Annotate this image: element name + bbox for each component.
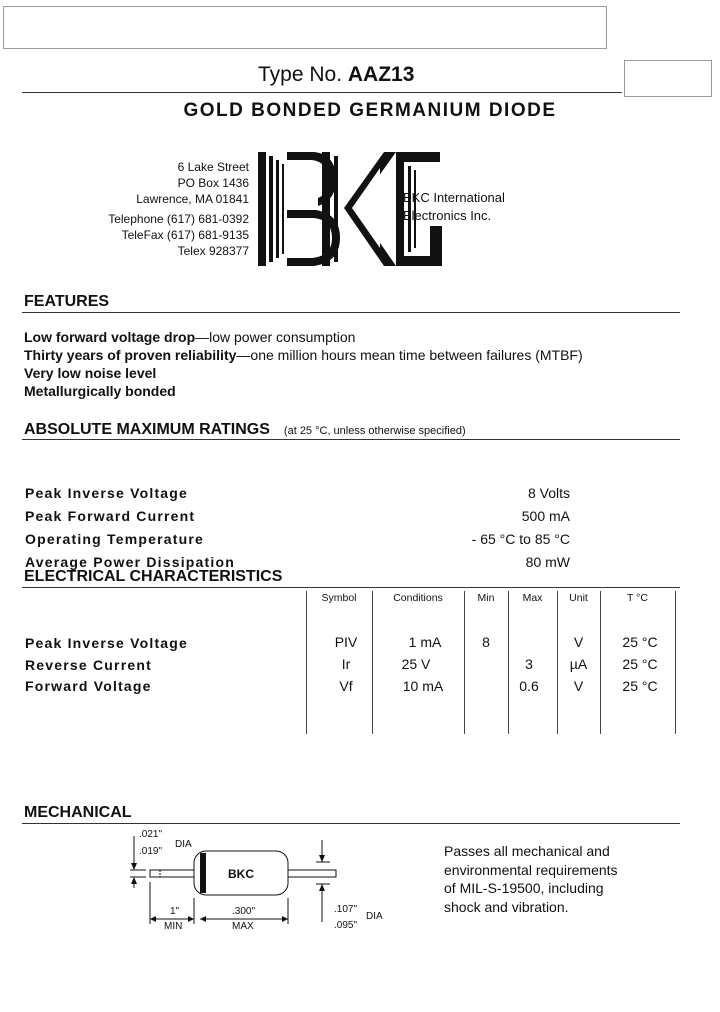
rating-value: 8 Volts [527,485,570,501]
column-header-min: Min [477,592,495,604]
column-header-unit: Unit [569,592,588,604]
rating-value: 500 mA [521,508,570,524]
ratings-note: (at 25 °C, unless otherwise specified) [283,425,466,437]
ec-max: 3 [525,656,533,672]
company-contact [108,211,249,259]
ec-unit: V [573,678,584,694]
diode-body-label: BKC [228,867,254,881]
lead-length: 1" [170,906,180,917]
ec-min: 8 [482,634,490,650]
telefax: TeleFax (617) 681-9135 [121,228,249,242]
feature-bold: Thirty years of proven reliability [24,347,237,363]
ec-temp: 25 °C [622,634,658,650]
type-prefix: Type No. [258,63,343,86]
ec-temp: 25 °C [622,678,658,694]
table-divider [464,591,465,734]
company-name-line1: BKC International [403,190,505,205]
lead-length-note: MIN [164,921,183,932]
ratings-heading [24,421,466,439]
column-header-max: Max [522,592,543,604]
header-blank-box [3,6,607,49]
feature-rest: —low power consumption [195,329,356,345]
features-heading: FEATURES [24,293,110,310]
body-length-note: MAX [232,921,254,932]
ec-conditions: 1 mA [408,634,442,650]
rating-label: Average Power Dissipation [25,554,235,570]
lead-dia-label: DIA [175,839,192,850]
type-number-line [258,63,414,87]
feature-rest: —one million hours mean time between failures (MTBF) [236,347,583,363]
mechanical-rule [22,823,680,824]
feature-bold: Low forward voltage drop [24,329,196,345]
ec-conditions: 10 mA [402,678,444,694]
telephone: Telephone (617) 681-0392 [108,212,249,226]
body-dia-label: DIA [366,911,383,922]
company-name-line2: Electronics Inc. [403,208,492,223]
column-header-conditions: Conditions [393,592,443,604]
ec-row-label: Forward Voltage [25,678,152,694]
lead-dia-min: .019" [139,846,163,857]
address-line: Lawrence, MA 01841 [136,192,249,206]
corner-blank-box [624,60,712,97]
feature-bold: Very low noise level [24,365,157,381]
electrical-rule [22,587,680,588]
column-header-symbol: Symbol [321,592,357,604]
column-header-temp: T °C [627,592,648,604]
header-rule [22,92,622,93]
ec-max: 0.6 [519,678,539,694]
mechanical-heading: MECHANICAL [24,804,132,821]
company-address [136,159,249,207]
rating-value: 80 mW [525,554,570,570]
body-dia-max: .107" [334,904,358,915]
ratings-rule [22,439,680,440]
telex: Telex 928377 [177,244,249,258]
mechanical-description [444,842,618,916]
page-title: GOLD BONDED GERMANIUM DIODE [183,100,557,121]
ratings-title: ABSOLUTE MAXIMUM RATINGS [24,421,270,438]
ec-conditions: 25 V [401,656,431,672]
electrical-heading: ELECTRICAL CHARACTERISTICS [24,568,283,585]
rating-value: - 65 °C to 85 °C [471,531,570,547]
ec-unit: µA [569,656,588,672]
mechanical-line: shock and vibration. [444,898,569,915]
ec-temp: 25 °C [622,656,658,672]
mechanical-line: environmental requirements [444,861,618,878]
features-rule [22,312,680,313]
ec-row-label: Reverse Current [25,657,152,673]
ec-symbol: Vf [339,678,353,694]
ec-symbol: Ir [341,656,351,672]
feature-item [24,364,156,382]
body-dia-min: .095" [334,920,358,931]
rating-label: Operating Temperature [25,531,204,547]
feature-item [24,328,355,346]
ec-unit: V [573,634,584,650]
address-line: 6 Lake Street [177,160,249,174]
rating-label: Peak Forward Current [25,508,196,524]
ec-row-label: Peak Inverse Voltage [25,635,189,651]
feature-bold: Metallurgically bonded [24,383,176,399]
lead-dia-max: .021" [139,829,163,840]
body-length: .300" [232,906,256,917]
feature-item [24,346,583,364]
mechanical-line: Passes all mechanical and [444,843,610,859]
feature-item [24,382,176,400]
mechanical-line: of MIL-S-19500, including [444,880,604,896]
address-line: PO Box 1436 [177,176,249,190]
ec-symbol: PIV [334,634,358,650]
rating-label: Peak Inverse Voltage [25,485,189,501]
type-number: AAZ13 [347,63,415,86]
